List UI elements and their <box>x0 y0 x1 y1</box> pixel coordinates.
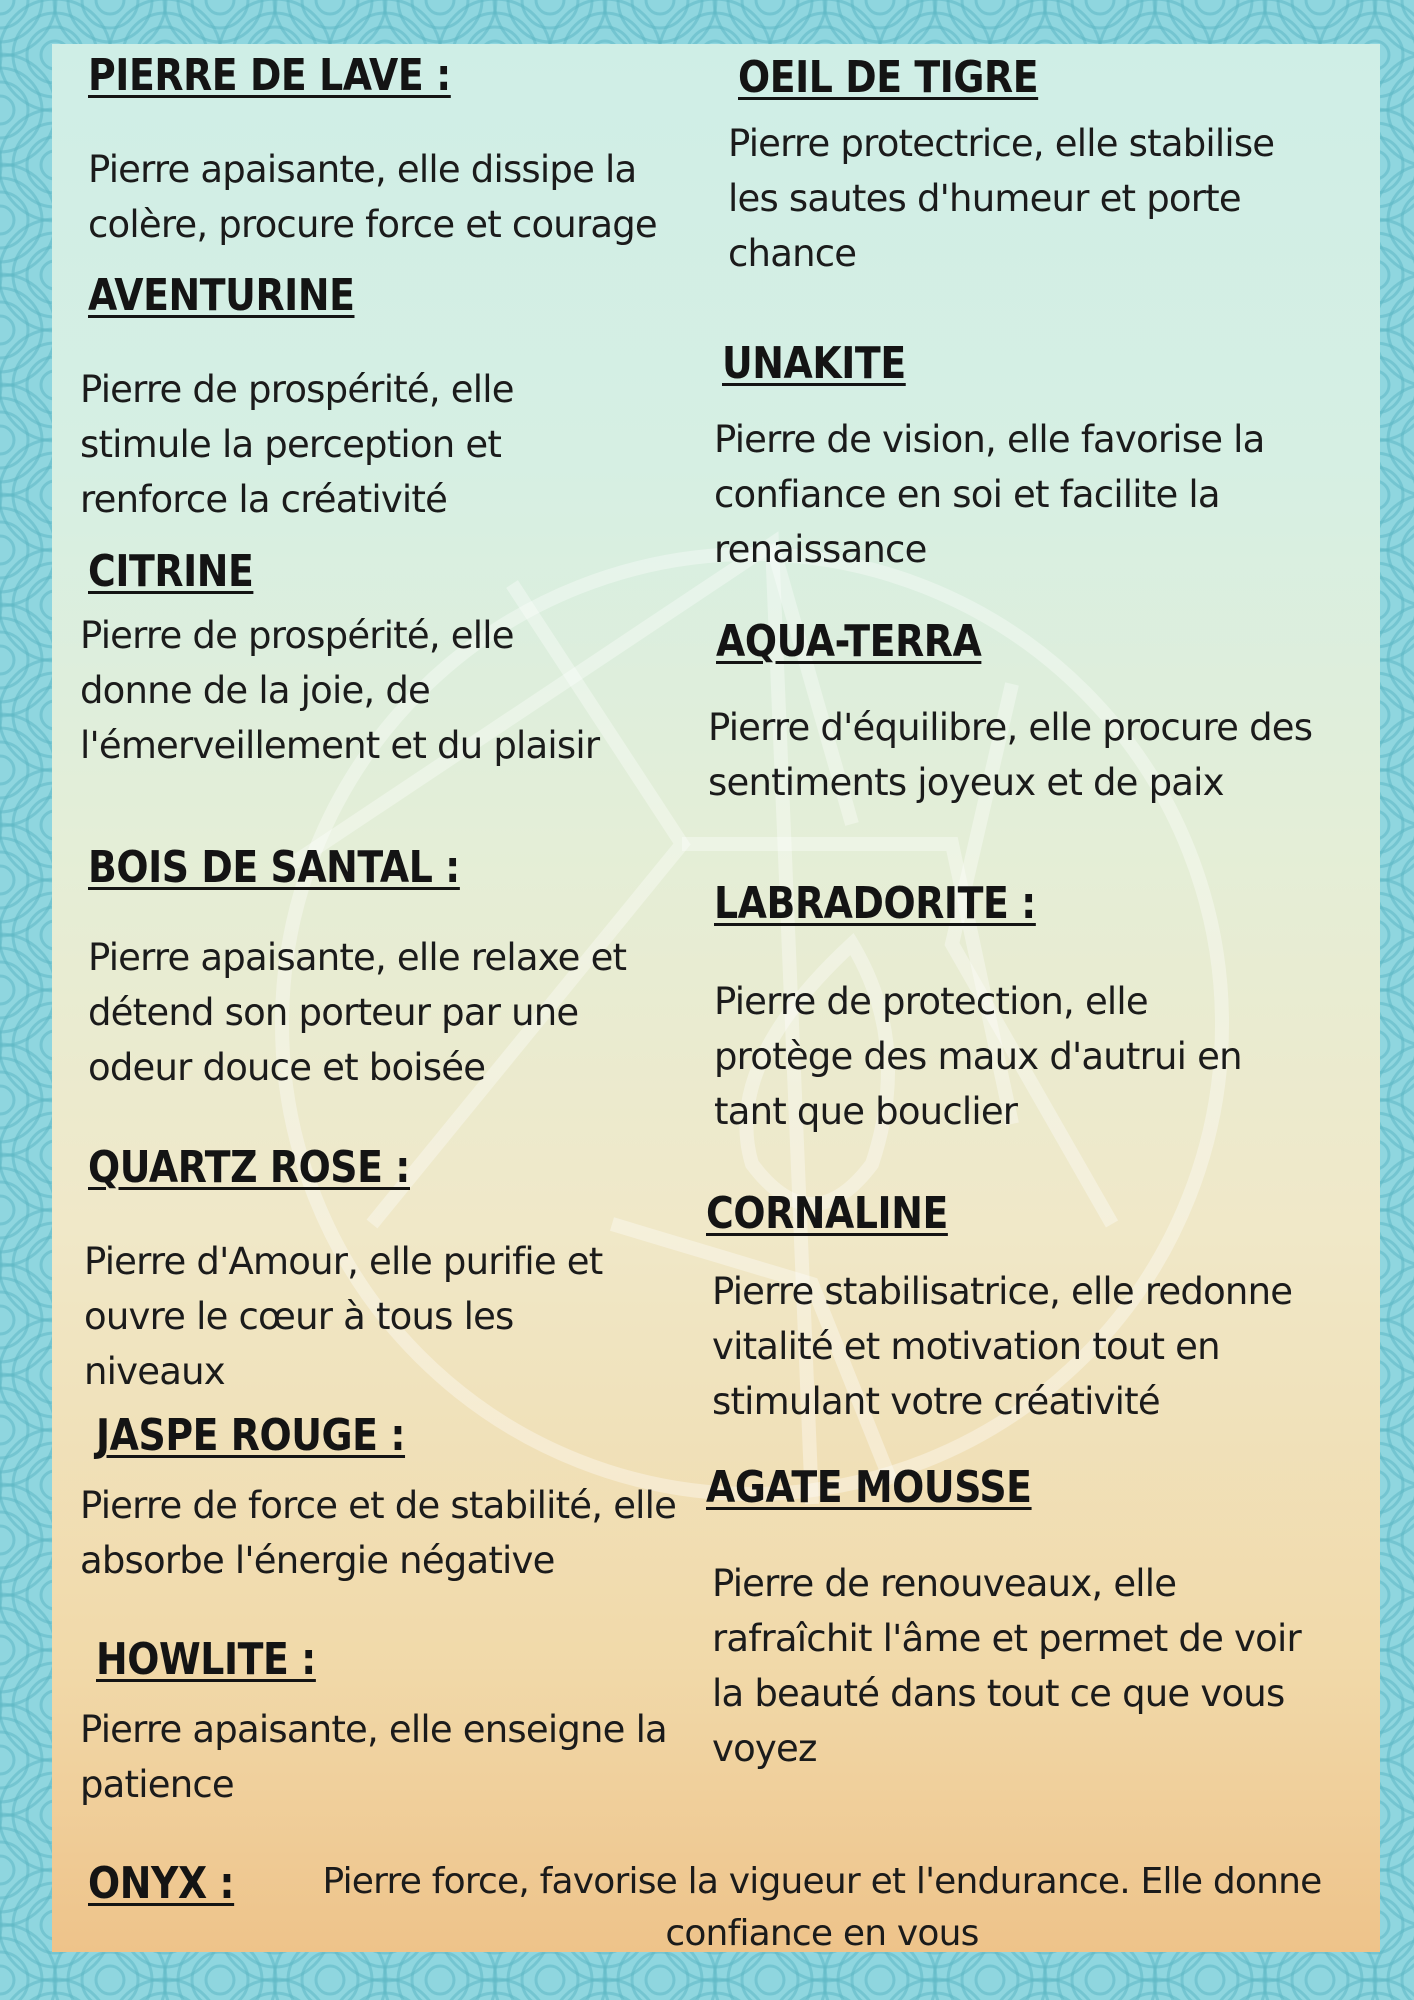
stone-description: Pierre de prospérité, elle donne de la joie, de l'émerveillement et du plaisir <box>80 614 600 767</box>
stone-description: Pierre de renouveaux, elle rafraîchit l'âme et permet de voir la beauté dans tout ce que vous voyez <box>712 1562 1301 1770</box>
stone-aventurine <box>80 270 608 527</box>
stone-name: OEIL DE TIGRE <box>738 52 1039 103</box>
stone-description: Pierre d'équilibre, elle procure des sentiments joyeux et de paix <box>708 706 1313 804</box>
stone-description: Pierre apaisante, elle dissipe la colère, procure force et courage <box>88 148 657 246</box>
stone-description: Pierre d'Amour, elle purifie et ouvre le cœur à tous les niveaux <box>84 1240 603 1393</box>
stone-description: Pierre stabilisatrice, elle redonne vitalité et motivation tout en stimulant votre créativité <box>712 1270 1293 1423</box>
stone-name: HOWLITE : <box>96 1634 316 1685</box>
stone-description: Pierre de prospérité, elle stimule la perception et renforce la créativité <box>80 368 514 521</box>
stone-agate-mousse <box>706 1462 1346 1776</box>
stone-cornaline <box>706 1188 1346 1429</box>
stone-name: PIERRE DE LAVE : <box>88 50 451 101</box>
stone-name: QUARTZ ROSE : <box>88 1142 411 1193</box>
stone-description: Pierre protectrice, elle stabilise les sautes d'humeur et porte chance <box>728 122 1275 275</box>
stone-description: Pierre apaisante, elle enseigne la patience <box>80 1708 667 1806</box>
stones-sheet <box>52 44 1380 1952</box>
stone-labradorite <box>714 878 1334 1139</box>
stone-description: Pierre de protection, elle protège des maux d'autrui en tant que bouclier <box>714 980 1242 1133</box>
stone-pierre-de-lave <box>88 50 688 252</box>
stone-name: LABRADORITE : <box>714 878 1036 929</box>
stone-citrine <box>80 546 668 773</box>
stone-oeil-de-tigre <box>728 52 1358 281</box>
stone-name-onyx: ONYX : <box>88 1858 235 1909</box>
stone-description: Pierre de vision, elle favorise la confiance en soi et facilite la renaissance <box>714 418 1265 571</box>
stone-unakite <box>714 338 1342 577</box>
stone-name: UNAKITE <box>722 338 906 389</box>
stone-name: AGATE MOUSSE <box>706 1462 1032 1513</box>
stone-name: CORNALINE <box>706 1188 948 1239</box>
stone-name: BOIS DE SANTAL : <box>88 842 460 893</box>
stone-name: JASPE ROUGE : <box>96 1410 406 1461</box>
stone-aqua-terra <box>708 616 1346 810</box>
stone-description: Pierre apaisante, elle relaxe et détend son porteur par une odeur douce et boisée <box>88 936 627 1089</box>
stone-quartz-rose <box>84 1142 668 1399</box>
stone-description-onyx: Pierre force, favorise la vigueur et l'endurance. Elle donne confiance en vous <box>322 1861 1322 1952</box>
stone-bois-de-santal <box>88 842 668 1095</box>
stone-name: CITRINE <box>88 546 254 597</box>
stone-howlite <box>80 1634 696 1812</box>
stone-name: AQUA-TERRA <box>716 616 982 667</box>
stone-name: AVENTURINE <box>88 270 355 321</box>
stone-jaspe-rouge <box>80 1410 696 1588</box>
stone-description: Pierre de force et de stabilité, elle absorbe l'énergie négative <box>80 1484 677 1582</box>
